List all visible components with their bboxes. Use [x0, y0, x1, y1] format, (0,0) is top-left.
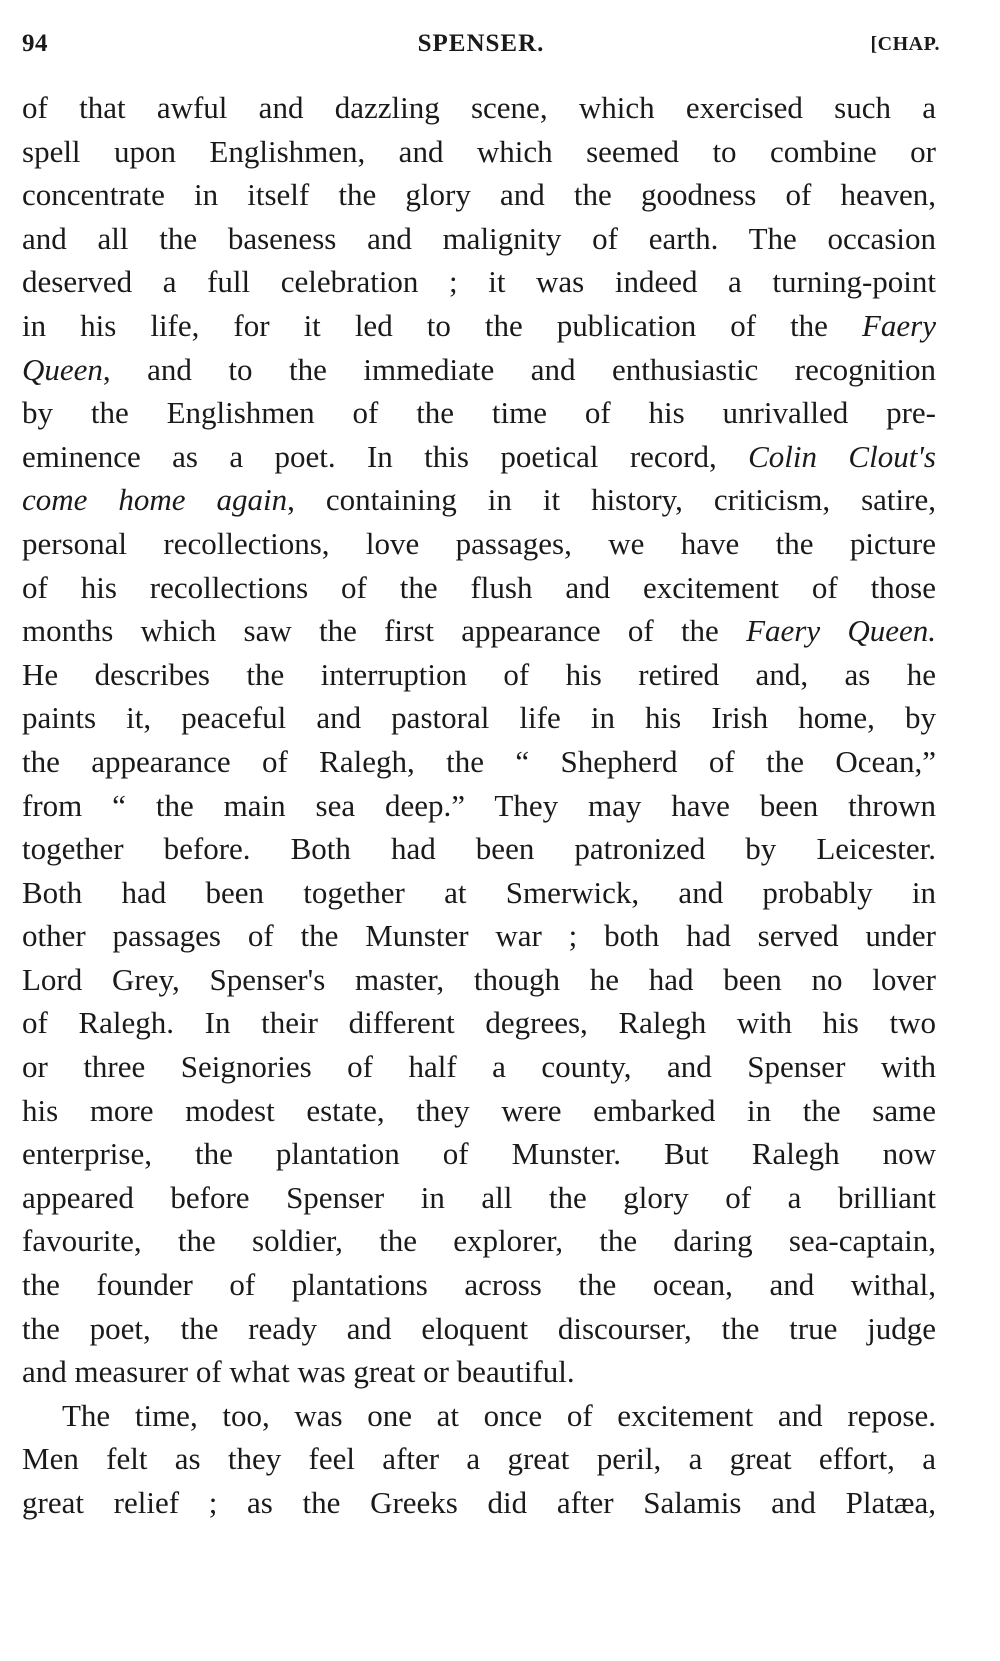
text-line: by the Englishmen of the time of his unrivalled pre- — [22, 395, 936, 431]
text-line — [22, 348, 936, 392]
text-line: great relief ; as the Greeks did after Salamis and Platæa, — [22, 1485, 936, 1520]
text-line: Lord Grey, Spenser's master, though he had been no lover — [22, 961, 936, 997]
text-run: , containing in it history, criticism, satire, — [287, 482, 936, 518]
text-line — [22, 304, 936, 348]
page-number: 94 — [22, 30, 48, 57]
paragraph-end-line: and measurer of what was great or beautiful. — [22, 1354, 575, 1390]
text-run: eminence as a poet. In this poetical record, — [22, 438, 749, 474]
text-line: the founder of plantations across the ocean, and withal, — [22, 1267, 936, 1303]
text-line: Men felt as they feel after a great peril, a great effort, a — [22, 1441, 936, 1477]
text-line — [22, 435, 936, 479]
text-line: He describes the interruption of his retired and, as he — [22, 656, 936, 692]
text-run: months which saw the first appearance of the — [22, 613, 747, 649]
text-line: concentrate in itself the glory and the goodness of heaven, — [22, 177, 936, 213]
text-line: paints it, peaceful and pastoral life in his Irish home, by — [22, 700, 936, 736]
book-title-italic: Faery Queen. — [746, 613, 936, 649]
text-line: other passages of the Munster war ; both had served under — [22, 918, 936, 954]
text-line: or three Seignories of half a county, and Spenser with — [22, 1049, 936, 1085]
book-title-italic: come home again — [22, 482, 288, 518]
text-line: of that awful and dazzling scene, which exercised such a — [22, 90, 936, 125]
text-line: spell upon Englishmen, and which seemed to combine or — [22, 133, 936, 169]
text-line: of Ralegh. In their different degrees, Ralegh with his two — [22, 1005, 936, 1041]
text-line: enterprise, the plantation of Munster. But Ralegh now — [22, 1136, 936, 1172]
text-line: appeared before Spenser in all the glory of a brilliant — [22, 1179, 936, 1215]
text-run: in his life, for it led to the publication of the — [22, 307, 862, 343]
text-line: from “ the main sea deep.” They may have been thrown — [22, 787, 936, 823]
paragraph-start-line: The time, too, was one at once of excitement and repose. — [62, 1397, 936, 1433]
text-line: Both had been together at Smerwick, and probably in — [22, 874, 936, 910]
text-line: deserved a full celebration ; it was indeed a turning-point — [22, 264, 936, 300]
text-line: favourite, the soldier, the explorer, the daring sea-captain, — [22, 1223, 936, 1259]
text-run: , and to the immediate and enthusiastic recognition — [102, 351, 936, 387]
text-line: together before. Both had been patronized by Leicester. — [22, 831, 936, 867]
text-line: personal recollections, love passages, we have the picture — [22, 525, 936, 561]
text-line — [22, 478, 936, 522]
running-head — [22, 30, 940, 70]
book-title-italic: Faery — [861, 307, 936, 343]
text-line: the appearance of Ralegh, the “ Shepherd of the Ocean,” — [22, 743, 936, 779]
text-line: and all the baseness and malignity of earth. The occasion — [22, 220, 936, 256]
text-line: the poet, the ready and eloquent discourser, the true judge — [22, 1310, 936, 1346]
book-title-italic: Colin Clout's — [748, 438, 936, 474]
text-line — [22, 609, 936, 653]
running-title: SPENSER. — [417, 30, 545, 57]
chapter-marker: [CHAP. — [870, 33, 940, 55]
text-line: his more modest estate, they were embarked in the same — [22, 1092, 936, 1128]
body-text — [22, 86, 936, 1525]
book-title-italic: Queen — [22, 351, 103, 387]
text-line: of his recollections of the flush and excitement of those — [22, 569, 936, 605]
